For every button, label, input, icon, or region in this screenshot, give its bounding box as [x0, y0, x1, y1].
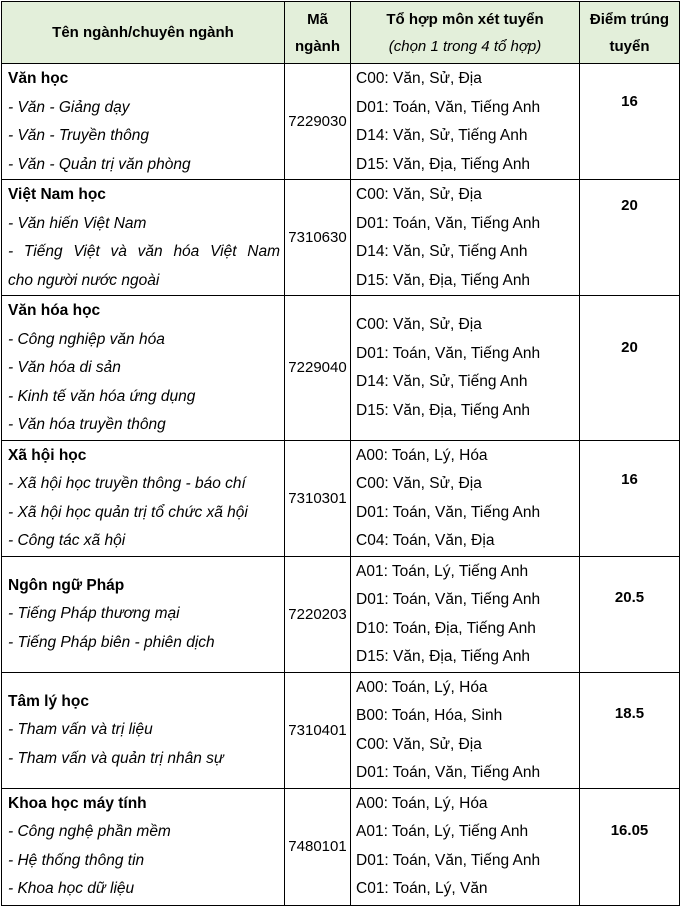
header-row	[2, 2, 680, 64]
major-cell	[2, 440, 285, 556]
header-major-code: Mã ngành	[285, 2, 351, 64]
table-row	[2, 64, 680, 180]
combo-item: A01: Toán, Lý, Tiếng Anh	[356, 823, 529, 840]
combos-cell	[351, 64, 580, 180]
table-row	[2, 296, 680, 441]
combos-cell	[351, 672, 580, 788]
major-title: Văn hóa học	[8, 302, 101, 319]
combos-cell	[351, 788, 580, 905]
major-cell	[2, 180, 285, 296]
specialization-item: - Xã hội học quản trị tổ chức xã hội	[8, 503, 248, 521]
specialization-item: - Công nghiệp văn hóa	[8, 330, 165, 348]
combo-item: A00: Toán, Lý, Hóa	[356, 794, 488, 812]
specialization-item: - Khoa học dữ liệu	[8, 880, 135, 897]
table-row	[2, 556, 680, 672]
specialization-item: - Văn hóa di sản	[8, 359, 121, 376]
combo-item: A01: Toán, Lý, Tiếng Anh	[356, 562, 529, 580]
score-cell	[580, 672, 680, 788]
score-cell	[580, 788, 680, 905]
major-code: 7220203	[285, 556, 351, 672]
specialization-item: - Văn - Truyền thông	[8, 127, 150, 144]
admission-score: 20.5	[614, 588, 645, 606]
admission-score: 16	[621, 470, 638, 488]
major-title: Việt Nam học	[8, 186, 106, 203]
combos-cell	[351, 180, 580, 296]
admission-score: 20	[621, 197, 638, 214]
combo-item: D14: Văn, Sử, Tiếng Anh	[356, 243, 528, 260]
specialization-item: - Công tác xã hội	[8, 532, 126, 549]
table-row	[2, 672, 680, 788]
combo-item: D01: Toán, Văn, Tiếng Anh	[356, 764, 541, 781]
score-cell	[580, 440, 680, 556]
combo-item: C04: Toán, Văn, Địa	[356, 532, 495, 549]
combo-item: D15: Văn, Địa, Tiếng Anh	[356, 155, 531, 173]
specialization-item: cho người nước ngoài	[8, 271, 160, 289]
combos-cell	[351, 296, 580, 441]
combo-item: C01: Toán, Lý, Văn	[356, 880, 488, 897]
major-title: Tâm lý học	[8, 692, 89, 710]
combos-cell	[351, 440, 580, 556]
combo-item: A00: Toán, Lý, Hóa	[356, 678, 488, 696]
combo-item: A00: Toán, Lý, Hóa	[356, 446, 488, 464]
combo-item: D14: Văn, Sử, Tiếng Anh	[356, 373, 528, 390]
table-row	[2, 440, 680, 556]
combo-item: D01: Toán, Văn, Tiếng Anh	[356, 591, 541, 608]
specialization-item: - Văn hiến Việt Nam	[8, 214, 147, 232]
major-cell	[2, 556, 285, 672]
major-code: 7480101	[285, 788, 351, 905]
specialization-item: - Tiếng Việt và văn hóa Việt Nam	[8, 243, 280, 260]
major-code: 7229040	[285, 296, 351, 441]
admission-score: 16.05	[610, 821, 649, 839]
major-title: Ngôn ngữ Pháp	[8, 576, 125, 594]
major-title: Xã hội học	[8, 446, 87, 464]
combos-cell	[351, 556, 580, 672]
combo-item: C00: Văn, Sử, Địa	[356, 475, 482, 492]
combo-item: D01: Toán, Văn, Tiếng Anh	[356, 851, 541, 869]
major-cell	[2, 788, 285, 905]
major-code: 7229030	[285, 64, 351, 180]
specialization-item: - Tham vấn và quản trị nhân sự	[8, 749, 224, 767]
major-title: Khoa học máy tính	[8, 794, 147, 812]
major-cell	[2, 296, 285, 441]
major-cell	[2, 64, 285, 180]
combo-item: C00: Văn, Sử, Địa	[356, 70, 482, 87]
combo-item: D15: Văn, Địa, Tiếng Anh	[356, 648, 531, 665]
combo-item: D15: Văn, Địa, Tiếng Anh	[356, 271, 531, 289]
specialization-item: - Công nghệ phần mềm	[8, 823, 171, 840]
specialization-item: - Hệ thống thông tin	[8, 851, 145, 869]
combo-item: D01: Toán, Văn, Tiếng Anh	[356, 503, 541, 521]
major-title: Văn học	[8, 70, 69, 87]
combo-item: C00: Văn, Sử, Địa	[356, 735, 482, 753]
specialization-item: - Tiếng Pháp thương mại	[8, 605, 180, 622]
specialization-item: - Tiếng Pháp biên - phiên dịch	[8, 633, 215, 651]
specialization-item: - Văn - Quản trị văn phòng	[8, 155, 191, 173]
table-row	[2, 788, 680, 905]
combo-item: D01: Toán, Văn, Tiếng Anh	[356, 98, 541, 116]
specialization-item: - Xã hội học truyền thông - báo chí	[8, 475, 246, 492]
header-subject-combos: Tổ hợp môn xét tuyển (chọn 1 trong 4 tổ hợp)	[351, 2, 580, 64]
combo-item: D01: Toán, Văn, Tiếng Anh	[356, 344, 541, 362]
score-cell	[580, 296, 680, 441]
header-admission-score: Điểm trúng tuyển	[580, 2, 680, 64]
major-code: 7310630	[285, 180, 351, 296]
specialization-item: - Kinh tế văn hóa ứng dụng	[8, 387, 196, 405]
admission-scores-table	[1, 1, 680, 906]
major-code: 7310301	[285, 440, 351, 556]
specialization-item: - Văn hóa truyền thông	[8, 416, 166, 433]
specialization-item: - Văn - Giảng dạy	[8, 98, 130, 116]
header-major-name: Tên ngành/chuyên ngành	[2, 2, 285, 64]
combo-item: D15: Văn, Địa, Tiếng Anh	[356, 401, 531, 419]
admission-score: 20	[621, 339, 638, 356]
specialization-item: - Tham vấn và trị liệu	[8, 721, 153, 738]
combo-item: B00: Toán, Hóa, Sinh	[356, 707, 503, 724]
combo-item: D10: Toán, Địa, Tiếng Anh	[356, 619, 536, 637]
score-cell	[580, 180, 680, 296]
admission-score: 16	[621, 93, 638, 110]
major-code: 7310401	[285, 672, 351, 788]
admission-score: 18.5	[614, 704, 645, 722]
combo-item: D14: Văn, Sử, Tiếng Anh	[356, 127, 528, 144]
score-cell	[580, 556, 680, 672]
score-cell	[580, 64, 680, 180]
combo-item: C00: Văn, Sử, Địa	[356, 316, 482, 333]
major-cell	[2, 672, 285, 788]
combo-item: C00: Văn, Sử, Địa	[356, 186, 482, 203]
combo-item: D01: Toán, Văn, Tiếng Anh	[356, 214, 541, 232]
table-row	[2, 180, 680, 296]
